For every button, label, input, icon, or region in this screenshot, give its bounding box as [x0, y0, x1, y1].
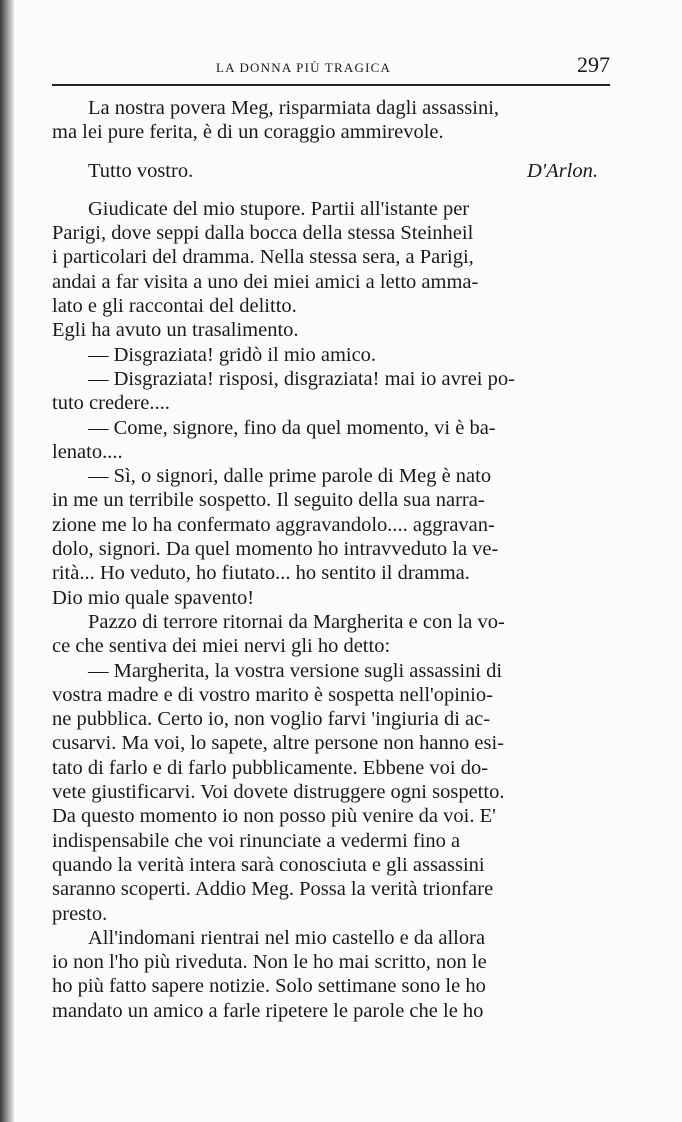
- text-line: i particolari del dramma. Nella stessa sera, a Parigi,: [52, 246, 474, 269]
- text-line: — Sì, o signori, dalle prime parole di Meg è nato: [88, 465, 492, 488]
- text-line: rità... Ho veduto, ho fiutato... ho sentito il dramma.: [52, 562, 470, 585]
- text-line: lenato....: [52, 440, 123, 463]
- page-number: 297: [577, 52, 610, 77]
- text-line: All'indomani rientrai nel mio castello e da allora: [88, 926, 486, 949]
- letter-closing: Tutto vostro.: [88, 159, 194, 182]
- text-line: vostra madre e di vostro marito è sospetta nell'opinio-: [52, 683, 493, 706]
- text-line: indispensabile che voi rinunciate a vedermi fino a: [52, 829, 461, 852]
- text-line: ne pubblica. Certo io, non voglio farvi 'ingiuria di ac-: [52, 708, 491, 731]
- text-line: ma lei pure ferita, è di un coraggio ammirevole.: [52, 121, 444, 144]
- text-line: lato e gli raccontai del delitto.: [52, 295, 297, 318]
- text-line: Parigi, dove seppi dalla bocca della stessa Steinheil: [52, 222, 474, 245]
- header-rule: [52, 84, 610, 86]
- text-line: dolo, signori. Da quel momento ho intravveduto la ve-: [52, 538, 499, 561]
- letter-signature: D'Arlon.: [526, 159, 598, 182]
- text-line: — Disgraziata! gridò il mio amico.: [88, 343, 377, 366]
- text-line: — Margherita, la vostra versione sugli assassini di: [88, 659, 503, 682]
- text-line: io non l'ho più riveduta. Non le ho mai scritto, non le: [52, 951, 487, 974]
- text-line: saranno scoperti. Addio Meg. Possa la verità trionfare: [52, 878, 494, 901]
- text-line: ho più fatto sapere notizie. Solo settimane sono le ho: [52, 975, 486, 998]
- text-line: Da questo momento io non posso più venire da voi. E': [52, 805, 496, 828]
- text-line: in me un terribile sospetto. Il seguito della sua narra-: [52, 489, 485, 512]
- letter-closing-line: [52, 159, 612, 183]
- text-line: — Disgraziata! risposi, disgraziata! mai io avrei po-: [88, 367, 515, 390]
- text-line: zione me lo ha confermato aggravandolo.... aggravan-: [52, 513, 495, 536]
- text-line: tuto credere....: [52, 392, 170, 415]
- text-line: La nostra povera Meg, risparmiata dagli assassini,: [88, 97, 500, 119]
- text-line: Giudicate del mio stupore. Partii all'istante per: [88, 197, 470, 220]
- text-line: Pazzo di terrore ritornai da Margherita e con la vo-: [88, 610, 505, 633]
- body-text: [52, 96, 612, 1023]
- running-title: LA DONNA PIÙ TRAGICA: [216, 60, 392, 75]
- text-line: ce che sentiva dei miei nervi gli ho detto:: [52, 635, 391, 658]
- text-line: andai a far visita a uno dei miei amici a letto amma-: [52, 270, 479, 293]
- text-line: tato di farlo e di farlo pubblicamente. Ebbene voi do-: [52, 756, 489, 779]
- text-line: mandato un amico a farle ripetere le parole che le ho: [52, 999, 484, 1022]
- text-line: — Come, signore, fino da quel momento, vi è ba-: [88, 416, 496, 439]
- text-line: presto.: [52, 902, 108, 925]
- page-header: [52, 52, 612, 84]
- text-line: Egli ha avuto un trasalimento.: [52, 319, 299, 342]
- text-line: Dio mio quale spavento!: [52, 586, 255, 609]
- text-line: cusarvi. Ma voi, lo sapete, altre persone non hanno esi-: [52, 732, 505, 755]
- text-line: quando la verità intera sarà conosciuta e gli assassini: [52, 853, 485, 876]
- page-binding-shadow: [0, 0, 14, 1122]
- text-line: vete giustificarvi. Voi dovete distruggere ogni sospetto.: [52, 781, 505, 804]
